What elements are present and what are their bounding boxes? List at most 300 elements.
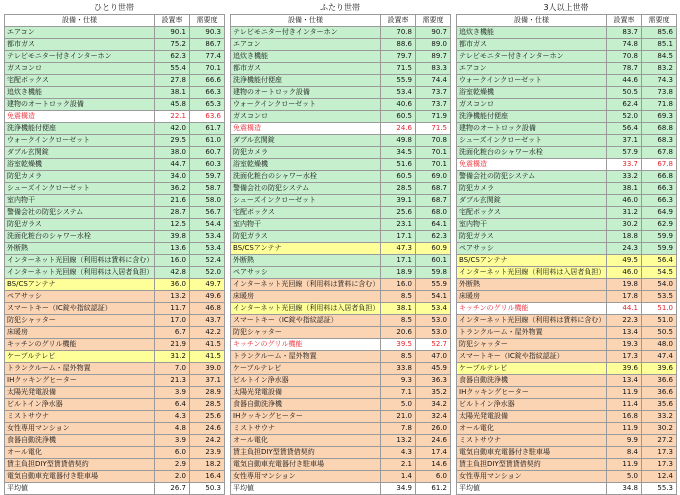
average-row <box>231 483 451 495</box>
rate-cell: 46.0 <box>607 267 642 279</box>
table-row <box>231 339 451 351</box>
table-row <box>457 447 677 459</box>
rate-cell: 79.7 <box>381 51 416 63</box>
demand-cell: 39.6 <box>642 363 677 375</box>
rate-cell: 42.8 <box>155 267 190 279</box>
rate-cell: 7.0 <box>155 363 190 375</box>
item-cell: ミストサウナ <box>457 435 607 447</box>
item-cell: インターネット光回線（利用料は入居者負担） <box>457 267 607 279</box>
demand-cell: 41.5 <box>190 339 225 351</box>
header-item: 設備・仕様 <box>231 15 381 27</box>
rate-cell: 56.4 <box>607 123 642 135</box>
table-row <box>5 111 225 123</box>
rate-cell: 17.1 <box>381 255 416 267</box>
header-rate: 設置率 <box>155 15 190 27</box>
rate-cell: 2.0 <box>155 471 190 483</box>
item-cell: 女性専用マンション <box>231 471 381 483</box>
panel-three-plus-household <box>456 2 676 492</box>
table-row <box>457 207 677 219</box>
header-rate: 設置率 <box>607 15 642 27</box>
item-cell: オール電化 <box>5 447 155 459</box>
table-row <box>5 159 225 171</box>
demand-cell: 70.1 <box>416 147 451 159</box>
demand-cell: 24.2 <box>190 435 225 447</box>
item-cell: ケーブルテレビ <box>457 363 607 375</box>
item-cell: テレビモニター付きインターホン <box>5 51 155 63</box>
header-demand: 需要度 <box>190 15 225 27</box>
table-row <box>231 291 451 303</box>
rate-cell: 34.5 <box>381 147 416 159</box>
item-cell: 外断熱 <box>231 255 381 267</box>
demand-cell: 61.2 <box>416 483 451 495</box>
demand-cell: 60.9 <box>416 243 451 255</box>
item-cell: 建物のオートロック設備 <box>231 87 381 99</box>
demand-cell: 6.0 <box>416 471 451 483</box>
table-row <box>457 183 677 195</box>
demand-cell: 54.4 <box>190 219 225 231</box>
item-cell: 免震構造 <box>457 159 607 171</box>
demand-cell: 52.7 <box>416 339 451 351</box>
item-cell: ペアサッシ <box>231 267 381 279</box>
item-cell: 電気自動車充電器付き駐車場 <box>457 447 607 459</box>
rate-cell: 9.9 <box>607 435 642 447</box>
rate-cell: 75.2 <box>155 39 190 51</box>
rate-cell: 22.1 <box>155 111 190 123</box>
item-cell: 太陽光発電設備 <box>231 387 381 399</box>
item-cell: 防犯カメラ <box>5 171 155 183</box>
demand-cell: 59.9 <box>642 231 677 243</box>
rate-cell: 57.9 <box>607 147 642 159</box>
demand-cell: 41.5 <box>190 351 225 363</box>
rate-cell: 13.4 <box>607 327 642 339</box>
rate-cell: 13.4 <box>607 375 642 387</box>
demand-cell: 63.6 <box>190 111 225 123</box>
table-row <box>231 411 451 423</box>
rate-cell: 8.5 <box>381 291 416 303</box>
item-cell: インターネット光回線（利用料は賃料に含む） <box>457 315 607 327</box>
demand-cell: 12.4 <box>642 471 677 483</box>
rate-cell: 6.0 <box>155 447 190 459</box>
rate-cell: 22.3 <box>607 315 642 327</box>
demand-cell: 36.3 <box>416 375 451 387</box>
demand-cell: 73.8 <box>642 87 677 99</box>
demand-cell: 60.1 <box>416 255 451 267</box>
equipment-table <box>230 14 451 495</box>
table-row <box>5 447 225 459</box>
demand-cell: 69.0 <box>416 171 451 183</box>
demand-cell: 70.1 <box>416 159 451 171</box>
item-cell: 浴室乾燥機 <box>457 87 607 99</box>
table-row <box>457 171 677 183</box>
demand-cell: 17.3 <box>642 459 677 471</box>
rate-cell: 21.9 <box>155 339 190 351</box>
rate-cell: 11.4 <box>607 399 642 411</box>
item-cell: トランクルーム・屋外物置 <box>231 351 381 363</box>
demand-cell: 53.0 <box>416 315 451 327</box>
table-row <box>231 135 451 147</box>
demand-cell: 66.8 <box>642 171 677 183</box>
rate-cell: 50.5 <box>607 87 642 99</box>
item-cell: BS/CSアンテナ <box>457 255 607 267</box>
demand-cell: 68.7 <box>416 195 451 207</box>
demand-cell: 58.7 <box>190 183 225 195</box>
item-cell: スマートキー（IC錠や指紋認証） <box>231 315 381 327</box>
item-cell: オール電化 <box>231 435 381 447</box>
demand-cell: 59.8 <box>416 267 451 279</box>
rate-cell: 39.5 <box>381 339 416 351</box>
table-row <box>231 399 451 411</box>
demand-cell: 74.3 <box>642 75 677 87</box>
demand-cell: 74.4 <box>416 75 451 87</box>
rate-cell: 6.4 <box>155 399 190 411</box>
item-cell: 警備会社の防犯システム <box>5 207 155 219</box>
table-row <box>231 195 451 207</box>
demand-cell: 52.4 <box>190 255 225 267</box>
item-cell: 警備会社の防犯システム <box>457 171 607 183</box>
rate-cell: 16.8 <box>607 411 642 423</box>
demand-cell: 90.7 <box>416 27 451 39</box>
table-row <box>231 75 451 87</box>
demand-cell: 27.2 <box>642 435 677 447</box>
table-row <box>457 435 677 447</box>
table-body <box>231 27 451 495</box>
item-cell: ダブル玄関錠 <box>5 147 155 159</box>
rate-cell: 37.1 <box>607 135 642 147</box>
demand-cell: 68.8 <box>642 123 677 135</box>
rate-cell: 52.0 <box>607 111 642 123</box>
item-cell: 太陽光発電設備 <box>457 411 607 423</box>
rate-cell: 38.1 <box>155 87 190 99</box>
demand-cell: 49.7 <box>190 279 225 291</box>
demand-cell: 52.0 <box>190 267 225 279</box>
item-cell: インターネット光回線（利用料は賃料に含む） <box>231 279 381 291</box>
rate-cell: 83.7 <box>607 27 642 39</box>
rate-cell: 17.3 <box>607 351 642 363</box>
rate-cell: 49.5 <box>607 255 642 267</box>
rate-cell: 38.0 <box>155 147 190 159</box>
item-cell: オール電化 <box>457 423 607 435</box>
demand-cell: 35.6 <box>642 399 677 411</box>
rate-cell: 60.5 <box>381 171 416 183</box>
item-cell: テレビモニター付きインターホン <box>231 27 381 39</box>
item-cell: キッチンのグリル機能 <box>457 303 607 315</box>
demand-cell: 50.5 <box>642 327 677 339</box>
table-row <box>457 267 677 279</box>
table-row <box>457 39 677 51</box>
item-cell: ウォークインクローゼット <box>457 75 607 87</box>
rate-cell: 31.2 <box>607 207 642 219</box>
rate-cell: 8.4 <box>607 447 642 459</box>
table-row <box>5 387 225 399</box>
rate-cell: 34.0 <box>155 171 190 183</box>
demand-cell: 53.5 <box>642 291 677 303</box>
demand-cell: 86.7 <box>190 39 225 51</box>
item-cell: BS/CSアンテナ <box>231 243 381 255</box>
item-cell: ウォークインクローゼット <box>5 135 155 147</box>
item-cell: ペアサッシ <box>457 243 607 255</box>
table-row <box>457 51 677 63</box>
rate-cell: 25.6 <box>381 207 416 219</box>
item-cell: 防犯シャッター <box>231 327 381 339</box>
demand-cell: 53.4 <box>416 303 451 315</box>
table-row <box>457 351 677 363</box>
demand-cell: 61.0 <box>190 135 225 147</box>
table-row <box>5 363 225 375</box>
demand-cell: 30.2 <box>642 423 677 435</box>
table-row <box>457 63 677 75</box>
item-cell: シューズインクローゼット <box>231 195 381 207</box>
rate-cell: 18.8 <box>607 231 642 243</box>
table-row <box>231 375 451 387</box>
rate-cell: 6.7 <box>155 327 190 339</box>
demand-cell: 54.0 <box>642 279 677 291</box>
table-row <box>231 363 451 375</box>
demand-cell: 47.0 <box>416 351 451 363</box>
rate-cell: 27.8 <box>155 75 190 87</box>
demand-cell: 54.5 <box>642 267 677 279</box>
demand-cell: 51.0 <box>642 303 677 315</box>
table-row <box>457 327 677 339</box>
item-cell: ケーブルテレビ <box>231 363 381 375</box>
table-row <box>231 99 451 111</box>
table-row <box>5 303 225 315</box>
item-cell: 宅配ボックス <box>457 207 607 219</box>
table-row <box>457 459 677 471</box>
rate-cell: 70.8 <box>607 51 642 63</box>
table-header-row <box>457 15 677 27</box>
rate-cell: 45.8 <box>155 99 190 111</box>
rate-cell: 33.2 <box>607 171 642 183</box>
demand-cell: 24.6 <box>416 435 451 447</box>
table-row <box>5 327 225 339</box>
table-row <box>5 171 225 183</box>
rate-cell: 4.3 <box>381 447 416 459</box>
item-cell: インターネット光回線（利用料は入居者負担） <box>5 267 155 279</box>
table-row <box>5 75 225 87</box>
item-cell: 賃主負担DIY型賃貸借契約 <box>457 459 607 471</box>
item-cell: ダブル玄関錠 <box>457 195 607 207</box>
item-cell: ダブル玄関錠 <box>231 135 381 147</box>
table-row <box>457 279 677 291</box>
item-cell: ガスコンロ <box>231 111 381 123</box>
demand-cell: 65.3 <box>190 99 225 111</box>
table-row <box>457 375 677 387</box>
item-cell: 洗面化粧台のシャワー水栓 <box>457 147 607 159</box>
item-cell: シューズインクローゼット <box>5 183 155 195</box>
demand-cell: 60.3 <box>190 159 225 171</box>
rate-cell: 26.7 <box>155 483 190 495</box>
item-cell: IHクッキングヒーター <box>457 387 607 399</box>
item-cell: 食器自動洗浄機 <box>5 435 155 447</box>
demand-cell: 50.3 <box>190 483 225 495</box>
header-item: 設備・仕様 <box>5 15 155 27</box>
table-row <box>231 39 451 51</box>
rate-cell: 36.0 <box>155 279 190 291</box>
table-row <box>5 399 225 411</box>
item-cell: 浴室乾燥機 <box>5 159 155 171</box>
table-row <box>5 459 225 471</box>
table-row <box>457 219 677 231</box>
table-row <box>231 255 451 267</box>
item-cell: 平均値 <box>457 483 607 495</box>
table-row <box>231 171 451 183</box>
rate-cell: 34.8 <box>607 483 642 495</box>
rate-cell: 55.9 <box>381 75 416 87</box>
item-cell: 防犯カメラ <box>231 147 381 159</box>
table-row <box>5 87 225 99</box>
table-row <box>231 351 451 363</box>
table-row <box>457 231 677 243</box>
rate-cell: 28.7 <box>155 207 190 219</box>
item-cell: 防犯カメラ <box>457 183 607 195</box>
table-row <box>5 291 225 303</box>
item-cell: 洗浄機能付便座 <box>231 75 381 87</box>
rate-cell: 21.0 <box>381 411 416 423</box>
table-row <box>457 399 677 411</box>
rate-cell: 23.1 <box>381 219 416 231</box>
rate-cell: 11.7 <box>155 303 190 315</box>
table-row <box>231 207 451 219</box>
rate-cell: 49.8 <box>381 135 416 147</box>
item-cell: 賃主負担DIY型賃貸借契約 <box>231 447 381 459</box>
demand-cell: 85.6 <box>642 27 677 39</box>
demand-cell: 83.2 <box>642 63 677 75</box>
demand-cell: 35.2 <box>416 387 451 399</box>
table-row <box>457 339 677 351</box>
demand-cell: 83.3 <box>416 63 451 75</box>
table-row <box>231 87 451 99</box>
item-cell: テレビモニター付きインターホン <box>457 51 607 63</box>
demand-cell: 55.9 <box>416 279 451 291</box>
demand-cell: 89.7 <box>416 51 451 63</box>
item-cell: 洗浄機能付便座 <box>5 123 155 135</box>
rate-cell: 39.8 <box>155 231 190 243</box>
rate-cell: 62.4 <box>607 99 642 111</box>
rate-cell: 24.6 <box>381 123 416 135</box>
item-cell: IHクッキングヒーター <box>231 411 381 423</box>
rate-cell: 44.1 <box>607 303 642 315</box>
table-row <box>5 207 225 219</box>
table-row <box>231 147 451 159</box>
rate-cell: 33.7 <box>607 159 642 171</box>
rate-cell: 17.1 <box>381 231 416 243</box>
item-cell: 都市ガス <box>231 63 381 75</box>
demand-cell: 89.0 <box>416 39 451 51</box>
table-body <box>457 27 677 495</box>
demand-cell: 61.7 <box>190 123 225 135</box>
demand-cell: 14.6 <box>416 459 451 471</box>
demand-cell: 59.9 <box>642 243 677 255</box>
item-cell: 洗浄機能付便座 <box>457 111 607 123</box>
item-cell: 食器自動洗浄機 <box>231 399 381 411</box>
demand-cell: 17.4 <box>416 447 451 459</box>
rate-cell: 71.5 <box>381 63 416 75</box>
item-cell: 都市ガス <box>5 39 155 51</box>
average-row <box>457 483 677 495</box>
table-row <box>231 231 451 243</box>
rate-cell: 17.0 <box>155 315 190 327</box>
table-row <box>457 159 677 171</box>
table-body <box>5 27 225 495</box>
item-cell: 防犯ガラス <box>231 231 381 243</box>
table-row <box>5 51 225 63</box>
item-cell: 防犯シャッター <box>457 339 607 351</box>
table-row <box>231 315 451 327</box>
rate-cell: 38.1 <box>607 183 642 195</box>
demand-cell: 25.6 <box>190 411 225 423</box>
table-row <box>5 183 225 195</box>
demand-cell: 17.3 <box>642 447 677 459</box>
demand-cell: 28.5 <box>190 399 225 411</box>
table-row <box>5 351 225 363</box>
table-row <box>457 135 677 147</box>
demand-cell: 18.2 <box>190 459 225 471</box>
table-row <box>457 255 677 267</box>
rate-cell: 5.0 <box>607 471 642 483</box>
rate-cell: 34.9 <box>381 483 416 495</box>
rate-cell: 38.1 <box>381 303 416 315</box>
item-cell: ケーブルテレビ <box>5 351 155 363</box>
item-cell: ビルトイン浄水器 <box>5 399 155 411</box>
rate-cell: 90.1 <box>155 27 190 39</box>
rate-cell: 8.5 <box>381 351 416 363</box>
item-cell: 賃主負担DIY型賃貸借契約 <box>5 459 155 471</box>
header-item: 設備・仕様 <box>457 15 607 27</box>
table-row <box>5 267 225 279</box>
item-cell: 防犯ガラス <box>457 231 607 243</box>
table-row <box>457 411 677 423</box>
item-cell: 都市ガス <box>457 39 607 51</box>
rate-cell: 13.2 <box>381 435 416 447</box>
demand-cell: 49.6 <box>190 291 225 303</box>
demand-cell: 64.1 <box>416 219 451 231</box>
item-cell: 宅配ボックス <box>5 75 155 87</box>
item-cell: スマートキー（IC錠や指紋認証） <box>5 303 155 315</box>
panel-two-person-household <box>230 2 450 492</box>
item-cell: 追炊き機能 <box>231 51 381 63</box>
table-header-row <box>5 15 225 27</box>
item-cell: ミストサウナ <box>231 423 381 435</box>
table-row <box>5 135 225 147</box>
item-cell: 追炊き機能 <box>5 87 155 99</box>
demand-cell: 67.8 <box>642 147 677 159</box>
item-cell: 建物のオートロック設備 <box>5 99 155 111</box>
header-rate: 設置率 <box>381 15 416 27</box>
demand-cell: 43.7 <box>190 315 225 327</box>
rate-cell: 2.9 <box>155 459 190 471</box>
demand-cell: 32.4 <box>416 411 451 423</box>
demand-cell: 36.6 <box>642 387 677 399</box>
item-cell: インターネット光回線（利用料は賃料に含む） <box>5 255 155 267</box>
demand-cell: 45.9 <box>416 363 451 375</box>
demand-cell: 68.0 <box>416 207 451 219</box>
item-cell: ペアサッシ <box>5 291 155 303</box>
rate-cell: 4.3 <box>155 411 190 423</box>
item-cell: 浴室乾燥機 <box>231 159 381 171</box>
rate-cell: 47.3 <box>381 243 416 255</box>
rate-cell: 19.3 <box>607 339 642 351</box>
rate-cell: 5.0 <box>381 399 416 411</box>
table-row <box>5 339 225 351</box>
demand-cell: 54.1 <box>416 291 451 303</box>
item-cell: 電気自動車充電器付き駐車場 <box>231 459 381 471</box>
item-cell: 防犯ガラス <box>5 219 155 231</box>
item-cell: 太陽光発電設備 <box>5 387 155 399</box>
equipment-table <box>456 14 677 495</box>
item-cell: 免震構造 <box>5 111 155 123</box>
rate-cell: 28.5 <box>381 183 416 195</box>
item-cell: トランクルーム・屋外物置 <box>457 327 607 339</box>
